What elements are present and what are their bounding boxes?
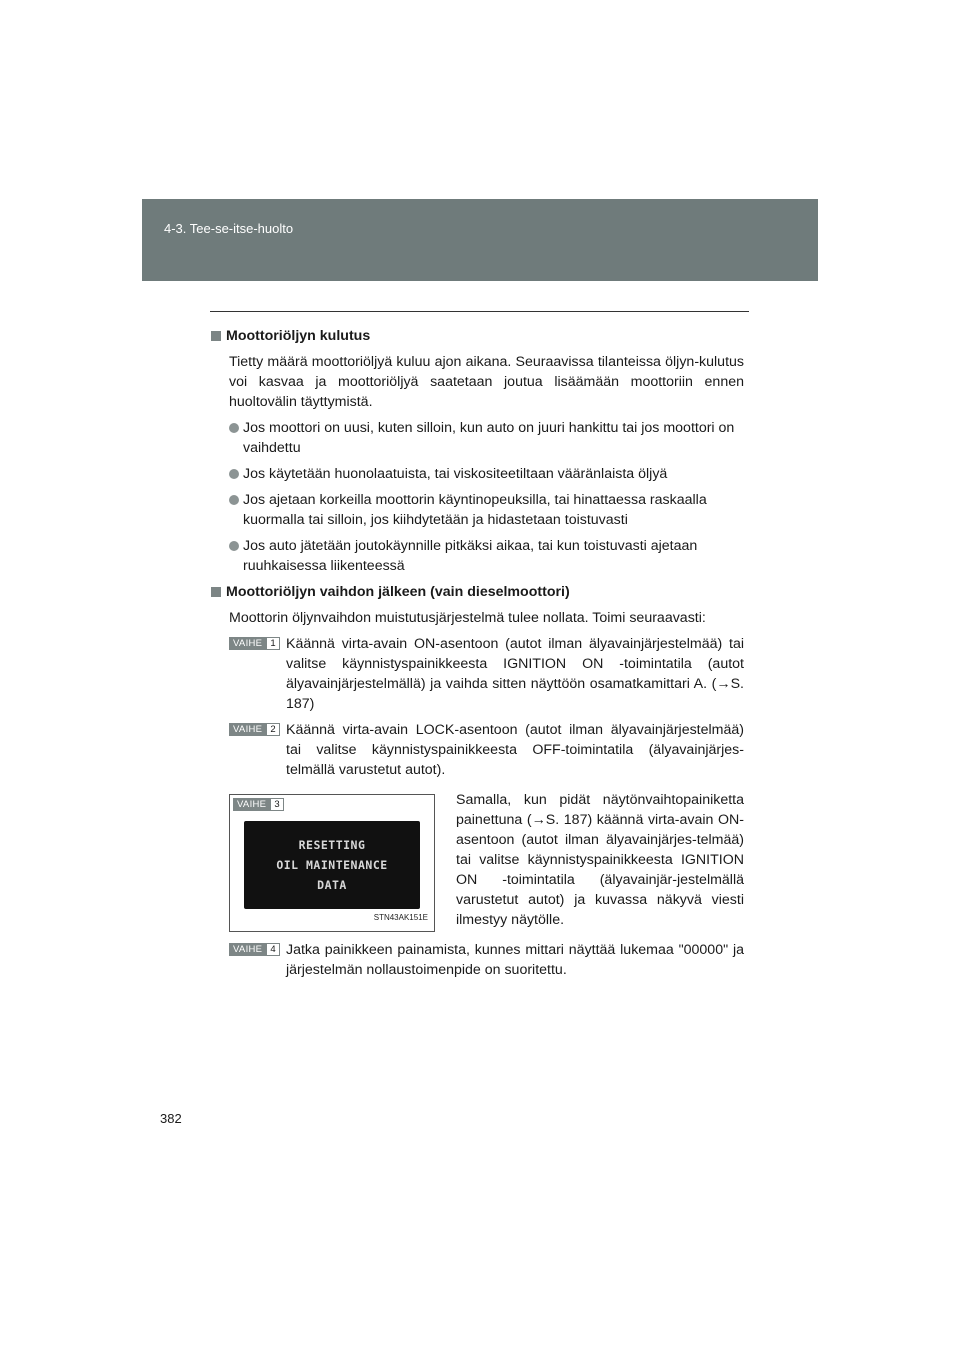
list-item: Jos auto jätetään joutokäynnille pitkäksi aikaa, tai kun toistuvasti ajetaan ruuhkaisessa liikenteessä	[229, 536, 744, 576]
section-heading-after-oil-change: Moottoriöljyn vaihdon jälkeen (vain dieselmoottori)	[210, 582, 744, 602]
figure-code: STN43AK151E	[373, 913, 428, 922]
list-item: Jos käytetään huonolaatuista, tai viskositeetiltaan vääränlaista öljyä	[229, 464, 744, 484]
divider	[210, 311, 749, 312]
circle-bullet-icon	[229, 423, 239, 433]
step-badge: VAIHE 1	[229, 637, 280, 650]
section-title: 4-3. Tee-se-itse-huolto	[164, 221, 294, 236]
display-line: OIL MAINTENANCE	[276, 858, 388, 872]
circle-bullet-icon	[229, 495, 239, 505]
multi-info-display	[244, 821, 420, 909]
paragraph-reset-intro: Moottorin öljynvaihdon muistutusjärjestelmä tulee nollata. Toimi seuraavasti:	[229, 610, 706, 626]
header-bar	[142, 199, 818, 281]
display-line: DATA	[317, 878, 347, 892]
square-bullet-icon	[211, 331, 221, 341]
step-badge: VAIHE 4	[229, 943, 280, 956]
square-bullet-icon	[211, 587, 221, 597]
section-heading-oil-consumption: Moottoriöljyn kulutus	[210, 326, 744, 346]
circle-bullet-icon	[229, 469, 239, 479]
step-1: VAIHE 1 Käännä virta-avain ON-asentoon (autot ilman älyavainjärjestelmää) tai valitse käynnistyspainikkeesta IGNITION ON -toimintatila (autot älyavainjärjestelmällä) ja vaihda sitten näyttöön osamatkamittari A. (→S. 187)	[229, 634, 744, 714]
page-content	[210, 326, 744, 986]
list-item: Jos ajetaan korkeilla moottorin käyntinopeuksilla, tai hinattaessa raskaalla kuormalla tai silloin, jos kiihdytetään ja hidastetaan toistuvasti	[229, 490, 744, 530]
step-4: VAIHE 4 Jatka painikkeen painamista, kunnes mittari näyttää lukemaa "00000" ja järjestelmän nollaustoimenpide on suoritettu.	[229, 940, 744, 980]
display-line: RESETTING	[298, 838, 366, 852]
paragraph-oil-consumption: Tietty määrä moottoriöljyä kuluu ajon aikana. Seuraavissa tilanteissa öljyn-kulutus voi kasvaa ja moottoriöljyä saatetaan joutua lisäämään moottoriin ennen huoltovälin täyttymistä.	[229, 354, 744, 410]
list-item: Jos moottori on uusi, kuten silloin, kun auto on juuri hankittu tai jos moottori on vaihdettu	[229, 418, 744, 458]
step-2: VAIHE 2 Käännä virta-avain LOCK-asentoon (autot ilman älyavainjärjestelmää) tai valitse käynnistyspainikkeesta OFF-toimintatila (älyavainjärjes-telmällä varustetut autot).	[229, 720, 744, 780]
step-3-text: Samalla, kun pidät näytönvaihtopainiketta painettuna (→S. 187) käännä virta-avain ON-asentoon (autot ilman älyavainjärjes-telmää) tai valitse käynnistyspainikkeesta IGNITION ON -toimintatila (älyavainjär-jestelmällä varustetut autot) ja kuvassa näkyvä viesti ilmestyy näytölle.	[456, 792, 744, 928]
circle-bullet-icon	[229, 541, 239, 551]
page-number: 382	[160, 1111, 182, 1126]
display-figure	[229, 794, 435, 932]
step-badge: VAIHE 2	[229, 723, 280, 736]
step-badge: VAIHE 3	[233, 798, 284, 811]
step-3	[229, 794, 744, 932]
